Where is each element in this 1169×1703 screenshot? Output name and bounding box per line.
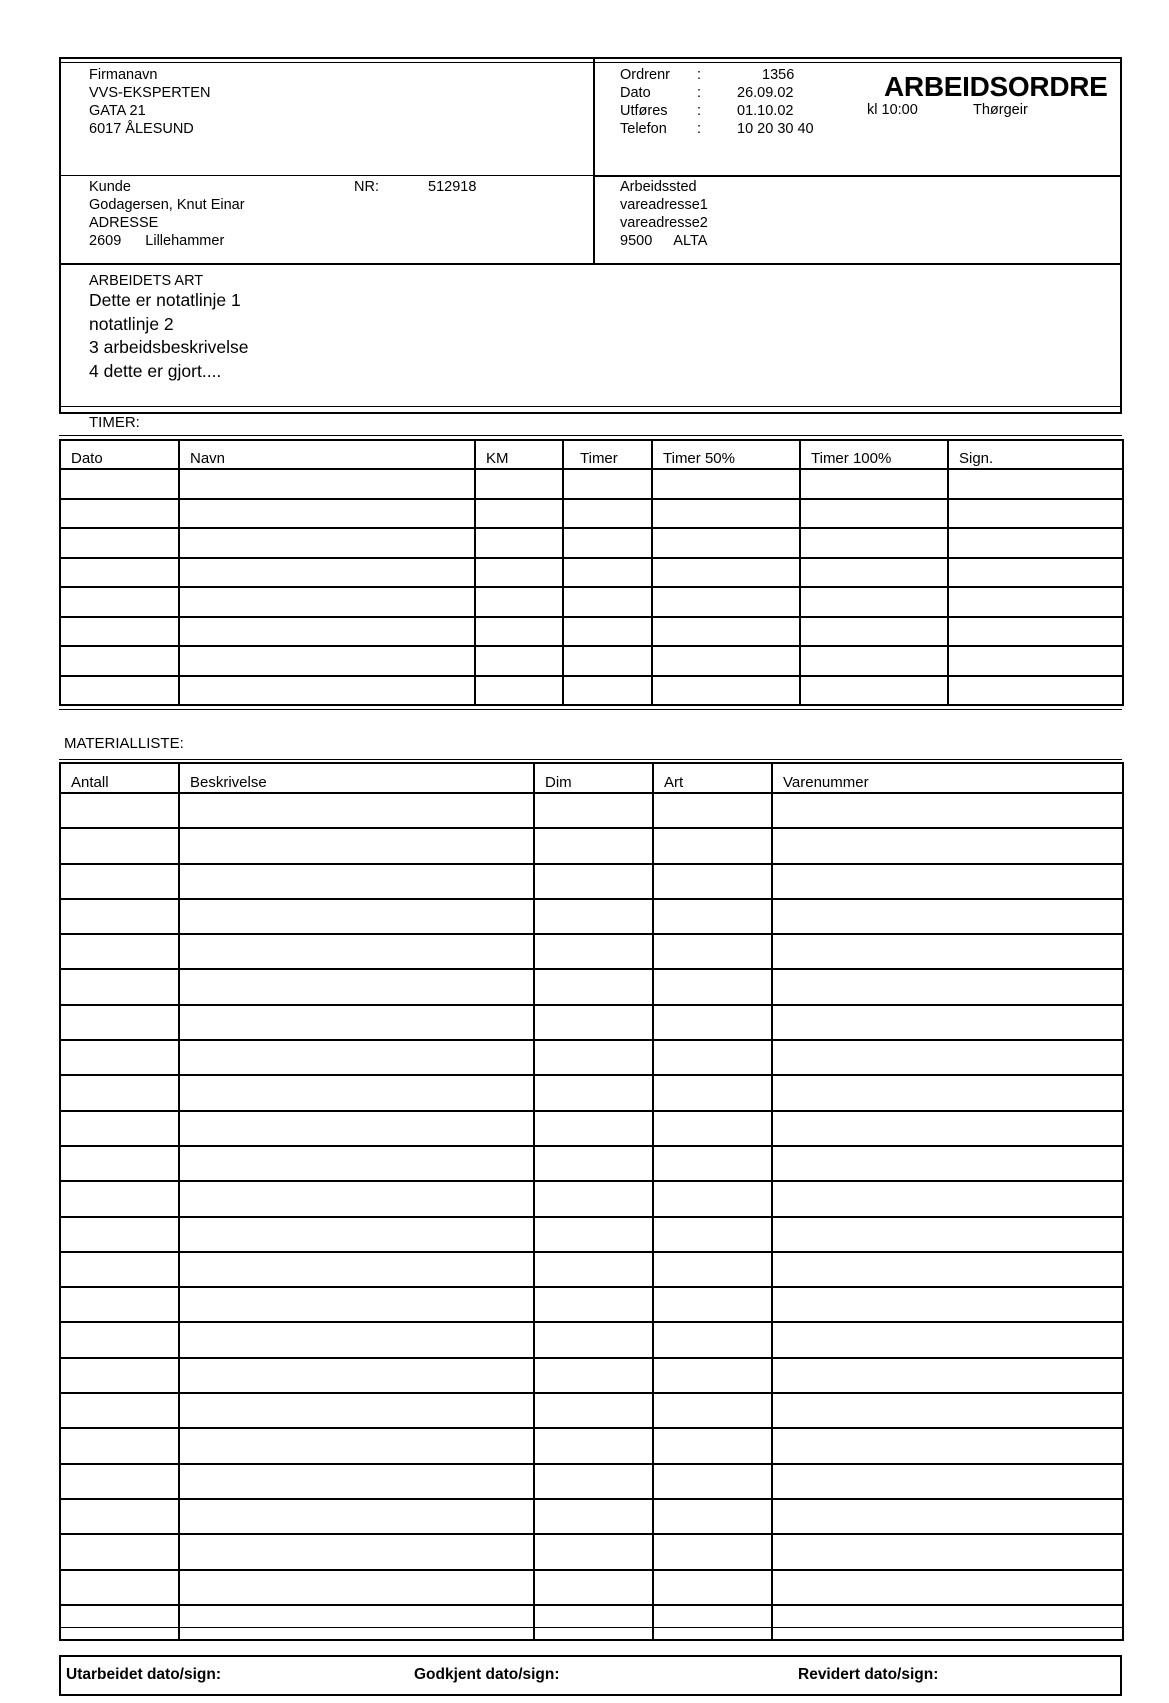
order-person: Thørgeir bbox=[973, 102, 1028, 118]
order-field-value: 1356 bbox=[762, 67, 795, 83]
hours-row-cell[interactable] bbox=[800, 499, 948, 529]
hours-row-cell[interactable] bbox=[563, 558, 652, 588]
customer-name: Godagersen, Knut Einar bbox=[89, 197, 245, 213]
customer-zip-city bbox=[89, 232, 245, 250]
hours-row-cell[interactable] bbox=[179, 617, 475, 647]
materials-row bbox=[60, 1464, 1123, 1499]
worksite-label: Arbeidssted bbox=[620, 179, 697, 195]
materials-row-cell[interactable] bbox=[60, 1358, 179, 1393]
materials-row-cell[interactable] bbox=[179, 1358, 534, 1393]
materials-row-cell[interactable] bbox=[60, 1393, 179, 1428]
hours-row-cell[interactable] bbox=[948, 469, 1123, 499]
customer-label: Kunde bbox=[89, 179, 131, 195]
materials-row-cell[interactable] bbox=[60, 828, 179, 863]
header-bottom-double bbox=[59, 406, 1122, 407]
work-label: ARBEIDETS ART bbox=[89, 273, 204, 289]
materials-row-cell[interactable] bbox=[534, 793, 653, 828]
hours-row-cell[interactable] bbox=[60, 469, 179, 499]
materials-row-cell[interactable] bbox=[772, 1499, 1123, 1534]
materials-row-cell[interactable] bbox=[60, 1287, 179, 1322]
hours-row-cell[interactable] bbox=[60, 676, 179, 706]
materials-row-cell[interactable] bbox=[179, 969, 534, 1004]
materials-row-cell[interactable] bbox=[179, 934, 534, 969]
materials-row-cell[interactable] bbox=[179, 1111, 534, 1146]
hours-row-cell[interactable] bbox=[179, 676, 475, 706]
materials-row-cell[interactable] bbox=[179, 1534, 534, 1569]
materials-col-dim: Dim bbox=[534, 763, 653, 793]
materials-row-cell[interactable] bbox=[534, 828, 653, 863]
hours-row-cell[interactable] bbox=[652, 587, 800, 617]
hours-row bbox=[60, 469, 1123, 499]
materials-row bbox=[60, 934, 1123, 969]
materials-row-cell[interactable] bbox=[60, 1181, 179, 1216]
materials-label: MATERIALLISTE: bbox=[64, 735, 184, 752]
materials-row bbox=[60, 793, 1123, 828]
materials-row-cell[interactable] bbox=[653, 1534, 772, 1569]
customer-nr-value: 512918 bbox=[428, 179, 477, 195]
hours-row-cell[interactable] bbox=[179, 528, 475, 558]
materials-row-cell[interactable] bbox=[653, 1499, 772, 1534]
materials-row-cell[interactable] bbox=[772, 1217, 1123, 1252]
materials-row-cell[interactable] bbox=[60, 1075, 179, 1110]
hours-row bbox=[60, 617, 1123, 647]
order-field-sep: : bbox=[697, 67, 702, 83]
materials-row-cell[interactable] bbox=[60, 864, 179, 899]
hours-row-cell[interactable] bbox=[60, 558, 179, 588]
work-line: 3 arbeidsbeskrivelse bbox=[89, 337, 249, 357]
materials-row-cell[interactable] bbox=[179, 1252, 534, 1287]
hours-row-cell[interactable] bbox=[563, 469, 652, 499]
materials-row bbox=[60, 1499, 1123, 1534]
header-divider-2 bbox=[59, 263, 1122, 265]
hours-row-cell[interactable] bbox=[948, 676, 1123, 706]
worksite-line1: vareadresse1 bbox=[620, 197, 708, 213]
order-field-sep: : bbox=[697, 103, 702, 119]
materials-col-beskrivelse: Beskrivelse bbox=[179, 763, 534, 793]
materials-row bbox=[60, 1570, 1123, 1605]
materials-row-cell[interactable] bbox=[772, 1252, 1123, 1287]
hours-row-cell[interactable] bbox=[475, 587, 563, 617]
materials-row-cell[interactable] bbox=[772, 934, 1123, 969]
materials-row-cell[interactable] bbox=[653, 1322, 772, 1357]
company-section bbox=[89, 66, 210, 138]
materials-row-cell[interactable] bbox=[60, 1605, 179, 1640]
hours-col-dato: Dato bbox=[60, 440, 179, 469]
hours-top-double bbox=[59, 435, 1122, 436]
work-line: notatlinje 2 bbox=[89, 313, 174, 334]
hours-row-cell[interactable] bbox=[475, 499, 563, 529]
order-field-value: 10 20 30 40 bbox=[737, 121, 814, 137]
materials-row bbox=[60, 1287, 1123, 1322]
materials-top-double bbox=[59, 759, 1122, 760]
hours-row-cell[interactable] bbox=[563, 587, 652, 617]
hours-row-cell[interactable] bbox=[652, 676, 800, 706]
header-frame-inner-top bbox=[59, 62, 1122, 63]
hours-row-cell[interactable] bbox=[563, 499, 652, 529]
hours-row-cell[interactable] bbox=[475, 528, 563, 558]
materials-row-cell[interactable] bbox=[60, 793, 179, 828]
order-field-value: 01.10.02 bbox=[737, 103, 794, 119]
materials-row-cell[interactable] bbox=[653, 1111, 772, 1146]
materials-row-cell[interactable] bbox=[772, 793, 1123, 828]
hours-row-cell[interactable] bbox=[179, 469, 475, 499]
materials-row-cell[interactable] bbox=[534, 1499, 653, 1534]
materials-row bbox=[60, 1605, 1123, 1640]
materials-row-cell[interactable] bbox=[772, 1428, 1123, 1463]
materials-row-cell[interactable] bbox=[772, 1393, 1123, 1428]
materials-row-cell[interactable] bbox=[653, 864, 772, 899]
materials-row bbox=[60, 1040, 1123, 1075]
materials-row-cell[interactable] bbox=[653, 1005, 772, 1040]
work-line: 4 dette er gjort.... bbox=[89, 360, 222, 381]
materials-row-cell[interactable] bbox=[653, 1605, 772, 1640]
work-lines bbox=[89, 289, 249, 383]
hours-row-cell[interactable] bbox=[563, 617, 652, 647]
hours-row-cell[interactable] bbox=[652, 469, 800, 499]
company-label: Firmanavn bbox=[89, 67, 158, 83]
worksite-zip-city bbox=[620, 232, 708, 250]
materials-row bbox=[60, 1358, 1123, 1393]
hours-row-cell[interactable] bbox=[60, 646, 179, 676]
materials-row-cell[interactable] bbox=[653, 1252, 772, 1287]
materials-row-cell[interactable] bbox=[534, 1181, 653, 1216]
order-field-label: Dato bbox=[620, 85, 651, 101]
hours-row-cell[interactable] bbox=[800, 528, 948, 558]
materials-row-cell[interactable] bbox=[772, 1146, 1123, 1181]
hours-row-cell[interactable] bbox=[800, 469, 948, 499]
materials-row-cell[interactable] bbox=[60, 969, 179, 1004]
materials-row-cell[interactable] bbox=[653, 934, 772, 969]
materials-row bbox=[60, 1252, 1123, 1287]
materials-row bbox=[60, 1393, 1123, 1428]
materials-row-cell[interactable] bbox=[772, 1075, 1123, 1110]
materials-row-cell[interactable] bbox=[534, 1605, 653, 1640]
hours-row-cell[interactable] bbox=[563, 676, 652, 706]
materials-row-cell[interactable] bbox=[653, 1358, 772, 1393]
hours-row-cell[interactable] bbox=[948, 646, 1123, 676]
materials-row-cell[interactable] bbox=[534, 1111, 653, 1146]
materials-row-cell[interactable] bbox=[60, 1570, 179, 1605]
materials-row-cell[interactable] bbox=[653, 828, 772, 863]
materials-row-cell[interactable] bbox=[653, 1464, 772, 1499]
hours-row-cell[interactable] bbox=[179, 646, 475, 676]
hours-row bbox=[60, 528, 1123, 558]
customer-nr-label: NR: bbox=[354, 179, 379, 195]
header-divider-vertical bbox=[593, 57, 595, 265]
hours-row-cell[interactable] bbox=[475, 676, 563, 706]
materials-row-cell[interactable] bbox=[534, 1393, 653, 1428]
materials-row-cell[interactable] bbox=[60, 1217, 179, 1252]
work-line: Dette er notatlinje 1 bbox=[89, 290, 241, 310]
materials-row-cell[interactable] bbox=[772, 1464, 1123, 1499]
materials-row-cell[interactable] bbox=[653, 899, 772, 934]
materials-row-cell[interactable] bbox=[60, 1005, 179, 1040]
materials-row-cell[interactable] bbox=[772, 899, 1123, 934]
materials-row-cell[interactable] bbox=[179, 1499, 534, 1534]
hours-row-cell[interactable] bbox=[948, 499, 1123, 529]
materials-row-cell[interactable] bbox=[772, 1570, 1123, 1605]
hours-row-cell[interactable] bbox=[652, 499, 800, 529]
materials-row-cell[interactable] bbox=[60, 1146, 179, 1181]
materials-row-cell[interactable] bbox=[772, 1040, 1123, 1075]
materials-row-cell[interactable] bbox=[179, 1181, 534, 1216]
hours-row-cell[interactable] bbox=[60, 617, 179, 647]
materials-row-cell[interactable] bbox=[653, 1287, 772, 1322]
materials-row-cell[interactable] bbox=[60, 1499, 179, 1534]
materials-row-cell[interactable] bbox=[60, 934, 179, 969]
hours-row-cell[interactable] bbox=[948, 558, 1123, 588]
materials-row-cell[interactable] bbox=[179, 793, 534, 828]
hours-col-timer100: Timer 100% bbox=[800, 440, 948, 469]
hours-bottom-double bbox=[59, 709, 1122, 710]
materials-row bbox=[60, 1181, 1123, 1216]
materials-row bbox=[60, 1005, 1123, 1040]
materials-row-cell[interactable] bbox=[653, 1146, 772, 1181]
worksite-zip: 9500 bbox=[620, 233, 653, 249]
hours-row-cell[interactable] bbox=[563, 528, 652, 558]
materials-row bbox=[60, 1217, 1123, 1252]
hours-row-cell[interactable] bbox=[652, 528, 800, 558]
hours-col-sign: Sign. bbox=[948, 440, 1123, 469]
materials-bottom-double bbox=[59, 1627, 1122, 1628]
materials-row-cell[interactable] bbox=[772, 1322, 1123, 1357]
materials-row-cell[interactable] bbox=[772, 864, 1123, 899]
materials-row-cell[interactable] bbox=[653, 1393, 772, 1428]
company-street: GATA 21 bbox=[89, 103, 146, 119]
materials-row bbox=[60, 969, 1123, 1004]
order-field-label: Utføres bbox=[620, 103, 668, 119]
materials-row bbox=[60, 1534, 1123, 1569]
materials-row-cell[interactable] bbox=[60, 1252, 179, 1287]
materials-row-cell[interactable] bbox=[534, 1075, 653, 1110]
hours-table bbox=[59, 439, 1124, 706]
hours-row-cell[interactable] bbox=[948, 587, 1123, 617]
order-field-label: Telefon bbox=[620, 121, 667, 137]
hours-row-cell[interactable] bbox=[475, 646, 563, 676]
materials-row-cell[interactable] bbox=[653, 1428, 772, 1463]
hours-row-cell[interactable] bbox=[475, 617, 563, 647]
materials-row-cell[interactable] bbox=[179, 1075, 534, 1110]
customer-zip: 2609 bbox=[89, 233, 122, 249]
materials-row-cell[interactable] bbox=[60, 1464, 179, 1499]
materials-row-cell[interactable] bbox=[772, 1605, 1123, 1640]
materials-row-cell[interactable] bbox=[179, 1570, 534, 1605]
materials-row bbox=[60, 864, 1123, 899]
materials-row-cell[interactable] bbox=[772, 1358, 1123, 1393]
materials-row-cell[interactable] bbox=[653, 1181, 772, 1216]
hours-row-cell[interactable] bbox=[652, 617, 800, 647]
hours-row bbox=[60, 587, 1123, 617]
materials-row-cell[interactable] bbox=[534, 864, 653, 899]
footer-prepared: Utarbeidet dato/sign: bbox=[66, 1666, 222, 1683]
hours-row bbox=[60, 558, 1123, 588]
materials-row-cell[interactable] bbox=[653, 793, 772, 828]
materials-row bbox=[60, 1428, 1123, 1463]
hours-col-timer50: Timer 50% bbox=[652, 440, 800, 469]
hours-row bbox=[60, 646, 1123, 676]
materials-row-cell[interactable] bbox=[534, 1252, 653, 1287]
materials-table bbox=[59, 762, 1124, 1641]
materials-row-cell[interactable] bbox=[772, 1181, 1123, 1216]
materials-row-cell[interactable] bbox=[772, 828, 1123, 863]
header-divider-1-left bbox=[59, 175, 595, 176]
materials-row-cell[interactable] bbox=[534, 1217, 653, 1252]
hours-row-cell[interactable] bbox=[800, 587, 948, 617]
hours-row bbox=[60, 676, 1123, 706]
hours-row-cell[interactable] bbox=[800, 558, 948, 588]
materials-row-cell[interactable] bbox=[179, 1393, 534, 1428]
materials-row-cell[interactable] bbox=[179, 1428, 534, 1463]
materials-col-art: Art bbox=[653, 763, 772, 793]
materials-row bbox=[60, 1075, 1123, 1110]
order-field-label: Ordrenr bbox=[620, 67, 670, 83]
materials-row-cell[interactable] bbox=[534, 1146, 653, 1181]
worksite-line2: vareadresse2 bbox=[620, 215, 708, 231]
footer-revised: Revidert dato/sign: bbox=[798, 1666, 939, 1683]
materials-row-cell[interactable] bbox=[179, 1464, 534, 1499]
materials-row-cell[interactable] bbox=[772, 1005, 1123, 1040]
materials-row-cell[interactable] bbox=[179, 1287, 534, 1322]
hours-col-timer: Timer bbox=[563, 440, 652, 469]
materials-row-cell[interactable] bbox=[772, 1534, 1123, 1569]
materials-row bbox=[60, 1111, 1123, 1146]
hours-row-cell[interactable] bbox=[60, 528, 179, 558]
order-field-value: 26.09.02 bbox=[737, 85, 794, 101]
hours-row-cell[interactable] bbox=[800, 646, 948, 676]
materials-row bbox=[60, 899, 1123, 934]
materials-row-cell[interactable] bbox=[60, 1428, 179, 1463]
hours-label: TIMER: bbox=[89, 414, 140, 431]
worksite-section bbox=[620, 178, 708, 250]
customer-section bbox=[89, 178, 245, 250]
hours-header-row bbox=[60, 440, 1123, 469]
materials-row-cell[interactable] bbox=[179, 1040, 534, 1075]
hours-row-cell[interactable] bbox=[179, 499, 475, 529]
hours-col-km: KM bbox=[475, 440, 563, 469]
materials-row-cell[interactable] bbox=[653, 1075, 772, 1110]
hours-row-cell[interactable] bbox=[800, 676, 948, 706]
hours-row-cell[interactable] bbox=[800, 617, 948, 647]
materials-row-cell[interactable] bbox=[534, 899, 653, 934]
materials-row-cell[interactable] bbox=[179, 828, 534, 863]
materials-row-cell[interactable] bbox=[534, 934, 653, 969]
company-postal: 6017 ÅLESUND bbox=[89, 121, 194, 137]
hours-row-cell[interactable] bbox=[60, 499, 179, 529]
hours-row-cell[interactable] bbox=[60, 587, 179, 617]
materials-row bbox=[60, 828, 1123, 863]
materials-row-cell[interactable] bbox=[179, 864, 534, 899]
materials-row-cell[interactable] bbox=[534, 1005, 653, 1040]
materials-row-cell[interactable] bbox=[534, 1358, 653, 1393]
materials-row-cell[interactable] bbox=[179, 1005, 534, 1040]
materials-row-cell[interactable] bbox=[60, 1534, 179, 1569]
materials-col-varenummer: Varenummer bbox=[772, 763, 1123, 793]
hours-row bbox=[60, 499, 1123, 529]
materials-row-cell[interactable] bbox=[179, 899, 534, 934]
hours-row-cell[interactable] bbox=[179, 558, 475, 588]
footer-approved: Godkjent dato/sign: bbox=[414, 1666, 560, 1683]
materials-row-cell[interactable] bbox=[534, 1040, 653, 1075]
customer-city: Lillehammer bbox=[145, 233, 225, 249]
materials-row-cell[interactable] bbox=[653, 1040, 772, 1075]
materials-row-cell[interactable] bbox=[179, 1605, 534, 1640]
materials-row-cell[interactable] bbox=[534, 1428, 653, 1463]
materials-row-cell[interactable] bbox=[534, 969, 653, 1004]
materials-row-cell[interactable] bbox=[772, 1287, 1123, 1322]
materials-row-cell[interactable] bbox=[534, 1570, 653, 1605]
worksite-city: ALTA bbox=[673, 233, 708, 249]
materials-header-row bbox=[60, 763, 1123, 793]
hours-row-cell[interactable] bbox=[948, 617, 1123, 647]
hours-row-cell[interactable] bbox=[948, 528, 1123, 558]
materials-row-cell[interactable] bbox=[772, 969, 1123, 1004]
customer-address: ADRESSE bbox=[89, 215, 159, 231]
materials-row-cell[interactable] bbox=[534, 1464, 653, 1499]
materials-row bbox=[60, 1146, 1123, 1181]
materials-row-cell[interactable] bbox=[653, 1570, 772, 1605]
materials-row-cell[interactable] bbox=[534, 1534, 653, 1569]
materials-row-cell[interactable] bbox=[534, 1287, 653, 1322]
hours-row-cell[interactable] bbox=[652, 558, 800, 588]
materials-row-cell[interactable] bbox=[60, 1040, 179, 1075]
hours-row-cell[interactable] bbox=[475, 469, 563, 499]
document-title: ARBEIDSORDRE bbox=[884, 71, 1108, 102]
company-name: VVS-EKSPERTEN bbox=[89, 85, 211, 101]
materials-row-cell[interactable] bbox=[60, 1322, 179, 1357]
hours-row-cell[interactable] bbox=[652, 646, 800, 676]
materials-row-cell[interactable] bbox=[179, 1217, 534, 1252]
order-field-sep: : bbox=[697, 121, 702, 137]
hours-row-cell[interactable] bbox=[179, 587, 475, 617]
materials-col-antall: Antall bbox=[60, 763, 179, 793]
header-divider-1 bbox=[593, 175, 1122, 177]
materials-row-cell[interactable] bbox=[179, 1146, 534, 1181]
materials-row-cell[interactable] bbox=[534, 1322, 653, 1357]
hours-col-navn: Navn bbox=[179, 440, 475, 469]
hours-row-cell[interactable] bbox=[563, 646, 652, 676]
hours-row-cell[interactable] bbox=[475, 558, 563, 588]
order-field-sep: : bbox=[697, 85, 702, 101]
materials-row bbox=[60, 1322, 1123, 1357]
materials-row-cell[interactable] bbox=[60, 1111, 179, 1146]
materials-row-cell[interactable] bbox=[653, 969, 772, 1004]
materials-row-cell[interactable] bbox=[772, 1111, 1123, 1146]
materials-row-cell[interactable] bbox=[653, 1217, 772, 1252]
materials-row-cell[interactable] bbox=[60, 899, 179, 934]
materials-row-cell[interactable] bbox=[179, 1322, 534, 1357]
order-time: kl 10:00 bbox=[867, 102, 918, 118]
